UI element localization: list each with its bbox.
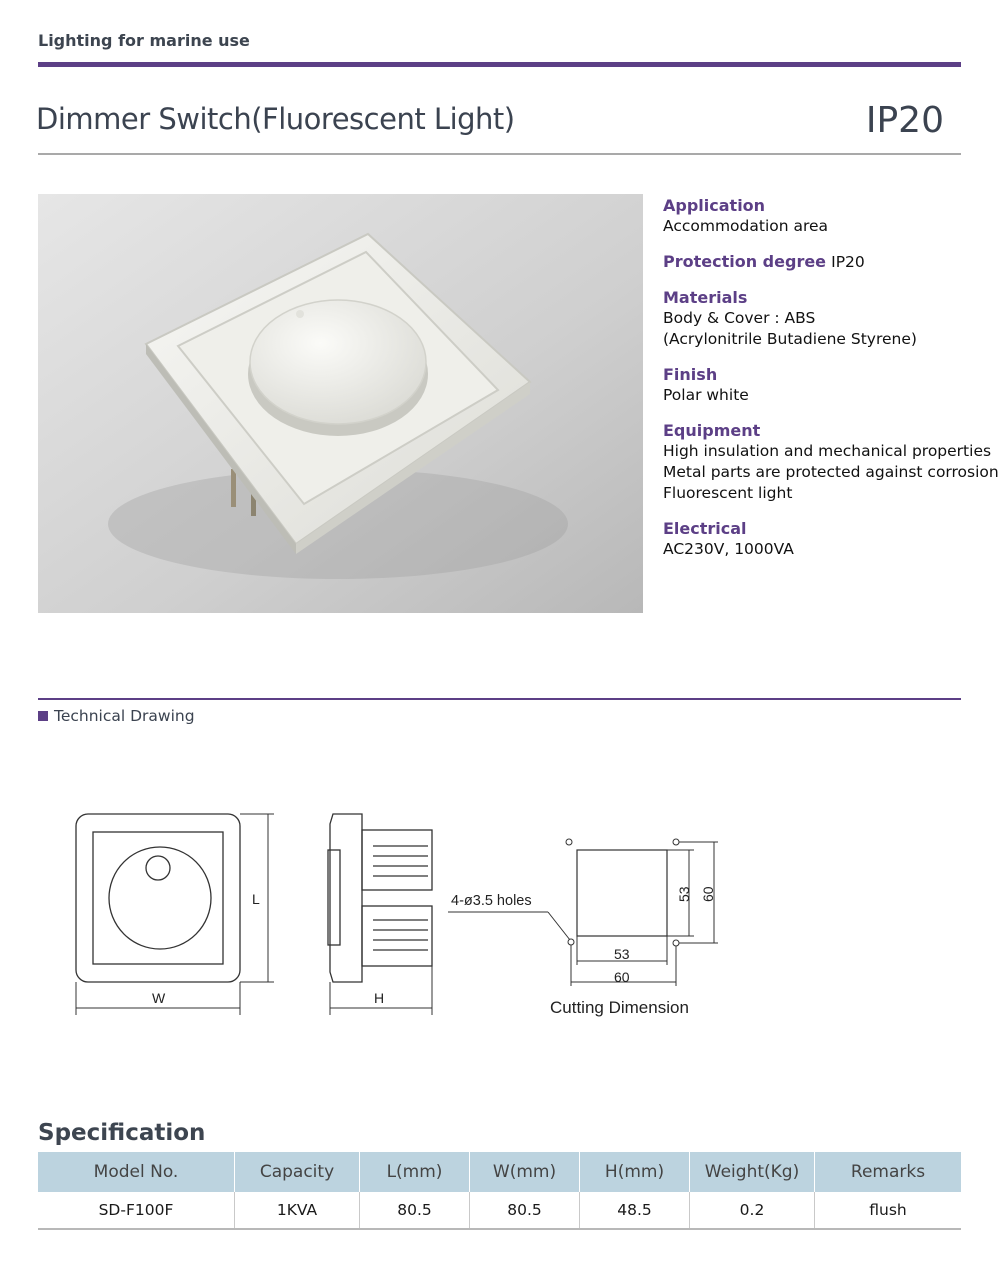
- prop-value: Accommodation area: [663, 217, 829, 235]
- technical-drawing-heading: [38, 707, 195, 725]
- cut-inner-width-label: 53: [614, 946, 630, 962]
- holes-label: 4-ø3.5 holes: [451, 893, 532, 909]
- front-view: [76, 814, 240, 982]
- header-divider: [38, 62, 961, 67]
- cutting-dimension: [448, 839, 718, 986]
- section-label: Lighting for marine use: [38, 31, 250, 50]
- table-cell: flush: [815, 1192, 962, 1229]
- prop-electrical: [663, 518, 983, 560]
- prop-value: Metal parts are protected against corrosion: [663, 463, 999, 481]
- table-cell: 80.5: [470, 1192, 580, 1229]
- column-header: Model No.: [38, 1152, 235, 1192]
- column-header: H(mm): [580, 1152, 690, 1192]
- prop-label: Materials: [663, 288, 748, 307]
- column-header: Weight(Kg): [690, 1152, 815, 1192]
- table-cell: 0.2: [690, 1192, 815, 1229]
- ip-rating: IP20: [865, 100, 944, 141]
- prop-protection-degree: [663, 251, 983, 273]
- title-divider: [38, 153, 961, 155]
- front-dimension-lines: [76, 814, 274, 1015]
- column-header: W(mm): [470, 1152, 580, 1192]
- prop-label: Protection degree: [663, 252, 827, 271]
- prop-value: IP20: [831, 253, 865, 271]
- square-bullet-icon: [38, 711, 48, 721]
- prop-value: (Acrylonitrile Butadiene Styrene): [663, 330, 917, 348]
- technical-drawing-title: Technical Drawing: [54, 707, 195, 725]
- table-cell: 80.5: [360, 1192, 470, 1229]
- section-divider: [38, 698, 961, 700]
- product-photo: [38, 194, 643, 613]
- table-header-row: [38, 1152, 961, 1192]
- table-cell: SD-F100F: [38, 1192, 235, 1229]
- column-header: Remarks: [815, 1152, 962, 1192]
- prop-materials: [663, 287, 983, 350]
- specification-title: Specification: [38, 1120, 206, 1146]
- table-row: [38, 1192, 961, 1229]
- page-title: Dimmer Switch(Fluorescent Light): [36, 102, 515, 136]
- cut-outer-height-label: 60: [700, 886, 716, 902]
- prop-value: AC230V, 1000VA: [663, 540, 794, 558]
- prop-value: Body & Cover : ABS: [663, 309, 816, 327]
- prop-value: Polar white: [663, 386, 749, 404]
- prop-label: Finish: [663, 365, 718, 384]
- product-properties: [663, 195, 999, 574]
- side-view: [328, 814, 432, 982]
- dim-w-label: W: [152, 990, 166, 1006]
- prop-application: [663, 195, 983, 237]
- prop-finish: [663, 364, 983, 406]
- dim-h-label: H: [374, 990, 385, 1006]
- prop-label: Application: [663, 196, 766, 215]
- prop-equipment: [663, 420, 999, 504]
- specification-table: [38, 1152, 961, 1230]
- dim-l-label: L: [252, 891, 260, 907]
- prop-value: High insulation and mechanical properties: [663, 442, 992, 460]
- prop-value: Fluorescent light: [663, 484, 793, 502]
- cutting-dimension-caption: Cutting Dimension: [550, 998, 689, 1017]
- prop-label: Equipment: [663, 421, 761, 440]
- technical-drawing: [38, 790, 758, 1040]
- column-header: L(mm): [360, 1152, 470, 1192]
- table-cell: 48.5: [580, 1192, 690, 1229]
- table-cell: 1KVA: [235, 1192, 360, 1229]
- column-header: Capacity: [235, 1152, 360, 1192]
- prop-label: Electrical: [663, 519, 747, 538]
- cut-inner-height-label: 53: [676, 886, 692, 902]
- cut-outer-width-label: 60: [614, 969, 630, 985]
